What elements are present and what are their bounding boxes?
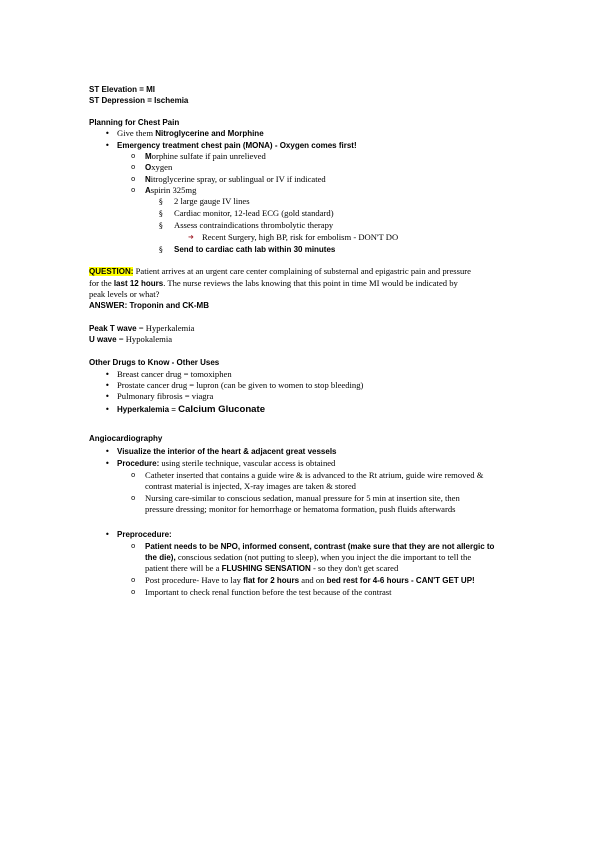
question-text: for the (89, 278, 114, 288)
mona-rest: spirin 325mg (150, 185, 197, 195)
circle-bullet-icon: o (131, 175, 136, 183)
question-line-3: peak levels or what? (89, 289, 160, 299)
npo-text: - so they don't get scared (310, 563, 399, 573)
u-wave-line (89, 334, 172, 345)
answer-label: ANSWER (89, 301, 125, 310)
npo-bold: the die), (145, 553, 176, 562)
drug-item-1: Breast cancer drug = tomoxiphen (117, 369, 232, 379)
angio-heading: Angiocardiography (89, 434, 163, 443)
section-bullet-icon: § (159, 245, 163, 254)
npo-line-1: Patient needs to be NPO, informed consent, contrast (make sure that they are not allergic to (145, 542, 495, 551)
drug-item-hyperkalemia (117, 404, 265, 415)
npo-bold: FLUSHING SENSATION (221, 564, 311, 573)
section-bullet-icon: § (159, 197, 163, 206)
mona-letter: N (145, 175, 151, 184)
circle-bullet-icon: o (131, 163, 136, 171)
bullet-icon: • (105, 129, 110, 138)
mona-rest: orphine sulfate if pain unrelieved (151, 151, 266, 161)
nursing-line-1: Nursing care-similar to conscious sedation, manual pressure for 5 min at insertion site, then (145, 493, 460, 503)
circle-bullet-icon: o (131, 494, 136, 502)
npo-line-3 (145, 563, 398, 574)
circle-bullet-icon: o (131, 542, 136, 550)
nursing-line-2: pressure dressing; monitor for hemorrhage or hematoma formation, push fluids afterwards (145, 504, 456, 514)
peak-t-wave-line (89, 323, 194, 334)
wave-label: Peak T wave (89, 324, 137, 333)
hyperkalemia-label: Hyperkalemia (117, 405, 170, 414)
npo-line-2 (145, 552, 471, 563)
circle-bullet-icon: o (131, 186, 136, 194)
angio-visualize: Visualize the interior of the heart & adjacent great vessels (117, 447, 337, 456)
bullet-icon: • (105, 530, 110, 539)
chest-pain-heading: Planning for Chest Pain (89, 118, 180, 127)
bullet-icon: • (105, 405, 110, 414)
st-elevation-line: ST Elevation = MI (89, 85, 156, 94)
answer-line (89, 300, 209, 311)
aspirin-sub-1: 2 large gauge IV lines (174, 196, 250, 206)
chest-pain-bullet-2: Emergency treatment chest pain (MONA) - Oxygen comes first! (117, 141, 357, 150)
question-text: Patient arrives at an urgent care center complaining of substernal and epigastric pain and pressure (133, 266, 471, 276)
preprocedure-label: Preprocedure: (117, 530, 172, 539)
aspirin-sub-2: Cardiac monitor, 12-lead ECG (gold standard) (174, 208, 334, 218)
procedure-label: Procedure: (117, 459, 160, 468)
hyperkalemia-eq: = (169, 405, 179, 414)
bullet-icon: • (105, 370, 110, 379)
mona-item-o (145, 162, 172, 173)
bullet-icon: • (105, 392, 110, 401)
question-line-2 (89, 278, 458, 289)
drug-item-2: Prostate cancer drug = lupron (can be given to women to stop bleeding) (117, 380, 364, 390)
post-bold: bed rest for 4-6 hours - CAN'T GET UP! (326, 576, 475, 585)
aspirin-sub-3: Assess contraindications thrombolytic therapy (174, 220, 334, 230)
mona-rest: xygen (151, 162, 173, 172)
drugs-heading: Other Drugs to Know - Other Uses (89, 358, 220, 367)
st-depression-line: ST Depression = Ischemia (89, 96, 189, 105)
post-text: Post procedure- Have to lay (145, 575, 244, 585)
question-text: . The nurse reviews the labs knowing that this point in time MI would be indicated by (163, 278, 458, 288)
circle-bullet-icon: o (131, 471, 136, 479)
bullet-icon: • (105, 141, 110, 150)
post-text: and on (299, 575, 327, 585)
mona-rest: itroglycerine spray, or sublingual or IV if indicated (150, 174, 326, 184)
question-line-1 (89, 266, 471, 277)
drug-item-3: Pulmonary fibrosis = viagra (117, 391, 214, 401)
chest-pain-bullet-1 (117, 128, 264, 139)
section-bullet-icon: § (159, 221, 163, 230)
catheter-line-1: Catheter inserted that contains a guide wire & is advanced to the Rt atrium, guide wire removed & (145, 470, 484, 480)
bullet-icon: • (105, 381, 110, 390)
circle-bullet-icon: o (131, 588, 136, 596)
hyperkalemia-value: Calcium Gluconate (178, 404, 266, 415)
mona-item-a (145, 185, 196, 196)
bullet-icon: • (105, 447, 110, 456)
mona-letter: O (145, 163, 152, 172)
circle-bullet-icon: o (131, 576, 136, 584)
catheter-line-2: contrast material is injected, X-ray images are taken & stored (145, 481, 356, 491)
angio-procedure (117, 458, 335, 469)
question-label: QUESTION: (89, 267, 134, 276)
mona-item-m (145, 151, 266, 162)
bullet-icon: • (105, 459, 110, 468)
section-bullet-icon: § (159, 209, 163, 218)
wave-value: = Hyperkalemia (136, 323, 195, 333)
npo-text: patient there will be a (145, 563, 222, 573)
wave-value: = Hypokalemia (116, 334, 173, 344)
arrow-bullet-icon: ➜ (188, 233, 194, 241)
renal-line: Important to check renal function before the test because of the contrast (145, 587, 392, 597)
post-bold: flat for 2 hours (243, 576, 300, 585)
question-bold: last 12 hours (113, 279, 164, 288)
mona-letter: M (145, 152, 152, 161)
wave-label: U wave (89, 335, 117, 344)
bullet1-bold: Nitroglycerine and Morphine (155, 129, 264, 138)
circle-bullet-icon: o (131, 152, 136, 160)
mona-item-n (145, 174, 326, 185)
bullet1-text: Give them (117, 128, 156, 138)
procedure-text: using sterile technique, vascular access is obtained (159, 458, 336, 468)
thrombolytic-note: Recent Surgery, high BP, risk for embolism - DON'T DO (202, 232, 399, 242)
npo-text: conscious sedation (not putting to sleep), when you inject the die important to tell the (175, 552, 472, 562)
answer-text: : Troponin and CK-MB (124, 301, 209, 310)
cath-lab-line: Send to cardiac cath lab within 30 minutes (174, 245, 336, 254)
post-procedure-line (145, 575, 475, 586)
mona-letter: A (145, 186, 151, 195)
